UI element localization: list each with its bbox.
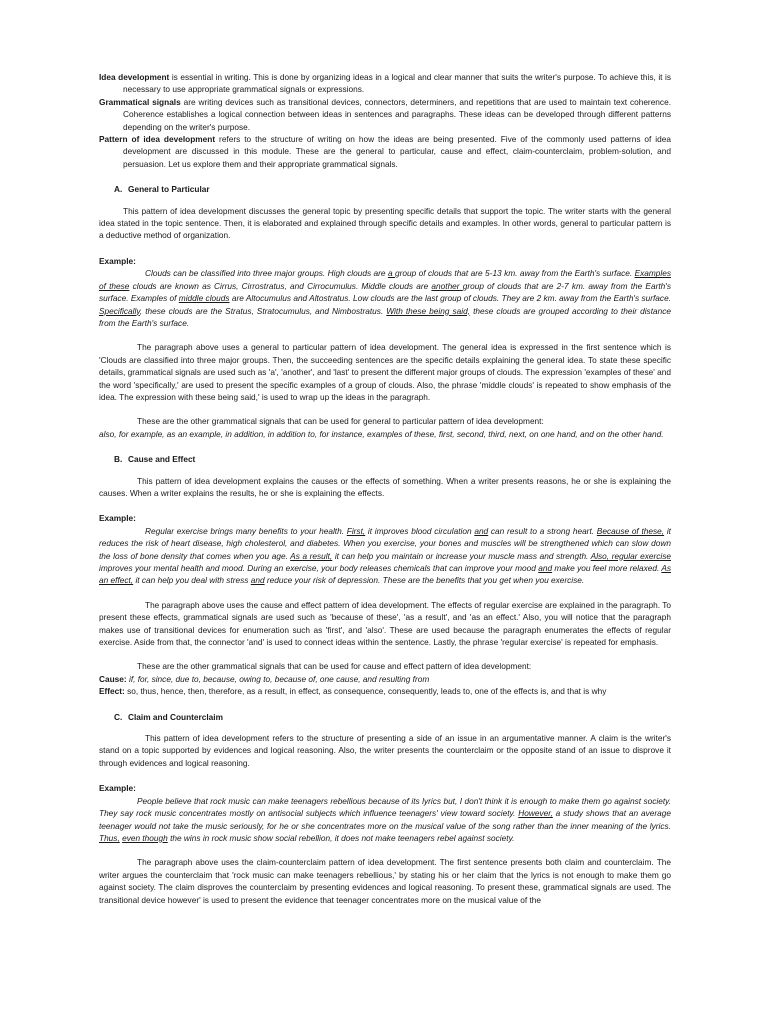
- definition-grammatical-signals: [99, 96, 671, 133]
- signal-word: and: [474, 525, 489, 536]
- example-text: People believe that rock music can make teenagers rebellious because of its lyrics but, I don't think it is enough to make them go against society. They say rock music concentrates mostly on antisocial subjects which influence teenagers' view toward society.: [99, 795, 671, 819]
- term: Grammatical signals: [99, 96, 181, 107]
- example-label: Example:: [99, 513, 136, 524]
- section-b-explanation: The paragraph above uses the cause and effect pattern of idea development. The effects of regular exercise are explained in the paragraph. To present these effects, grammatical signals are used such as 'because of these', 'as a result', and 'as an effect.' Also, you will notice that the paragraph makes use of transitional devices for enumeration such as 'first', and 'also'. These are used because the paragraph enumerates the effects of regular exercise. Aside from that, the connector 'and' is used to connect ideas within the sentence. Lastly, the phrase 'regular exercise' is repeated for emphasis.: [99, 599, 671, 648]
- section-a-signals-intro: These are the other grammatical signals that can be used for general to particular pattern of idea development:: [137, 416, 544, 427]
- signal-word: Also, regular exercise: [590, 550, 671, 561]
- example-text: clouds are known as Cirrus, Cirrostratus, and Cirrocumulus. Middle clouds are: [129, 280, 432, 291]
- example-text: reduce your risk of depression. These are the benefits that you get when you exercise.: [264, 575, 585, 586]
- signal-word: Specifically: [99, 305, 140, 316]
- example-text: Clouds can be classified into three major groups. High clouds are: [145, 268, 388, 279]
- signal-word: However,: [518, 808, 553, 819]
- document-page: [99, 71, 671, 906]
- example-text: group of clouds that are 2-7 km. away from the Earth's surface. Examples of: [99, 280, 671, 304]
- section-a-heading: [99, 183, 671, 195]
- example-text: it improves blood circulation: [365, 525, 475, 536]
- section-a-example: [99, 267, 671, 329]
- signal-word: Examples of these: [99, 268, 671, 291]
- section-c-intro: This pattern of idea development refers to the structure of presenting a side of an issue in an argumentative manner. A claim is the writer's stand on a topic supported by evidences and logical reasoning. Also, the writer presents the counterclaim or the opposite stand of an issue to disprove it through evidences and logical reasoning.: [99, 733, 671, 768]
- signal-word: With these being said,: [386, 305, 471, 316]
- section-b-example: [99, 525, 671, 587]
- example-text: it can help you deal with stress: [133, 575, 251, 586]
- signal-word: even though: [122, 832, 168, 843]
- signal-word: a: [387, 268, 395, 279]
- section-letter: C.: [114, 711, 123, 722]
- signal-word: As an effect,: [99, 563, 671, 586]
- section-a-signals-list: also, for example, as an example, in addition, in addition to, for instance, examples of these, first, second, third, next, on one hand, and on the other hand.: [99, 428, 664, 439]
- example-text: group of clouds that are 5-13 km. away from the Earth's surface.: [395, 268, 635, 279]
- section-c-example: [99, 795, 671, 845]
- effect-list: so, thus, hence, then, therefore, as a result, in effect, as consequence, consequently, leads to, one of the effects is, and that is why: [124, 686, 607, 697]
- definition-idea-development: [99, 71, 671, 96]
- signal-word: As a result,: [290, 550, 333, 561]
- section-c-heading: [99, 711, 671, 723]
- example-text: it reduces the risk of heart disease, high cholesterol, and diabetes. When you exercise, your bones and muscles will be strengthened which can slow down the loss of bone density that comes when you age.: [99, 525, 671, 561]
- definition-text: is essential in writing. This is done by organizing ideas in a logical and clear manner that suits the writer's purpose. To achieve this, it is necessary to use appropriate grammatical signals or expressions.: [123, 72, 671, 95]
- cause-list: if, for, since, due to, because, owing to, because of, one cause, and resulting from: [126, 673, 430, 684]
- example-text: make you feel more relaxed.: [552, 563, 662, 573]
- section-letter: B.: [114, 454, 123, 465]
- example-text: can result to a strong heart.: [488, 525, 597, 536]
- example-text: these clouds are grouped according to their distance from the Earth's surface.: [99, 305, 671, 328]
- signal-word: Because of these,: [596, 525, 665, 536]
- section-a-intro: This pattern of idea development discusses the general topic by presenting specific details that support the topic. The writer starts with the general idea stated in the topic sentence. Then, it is elaborated and explained through specific details and examples. In other words, general to particular pattern is a deductive method of organization.: [99, 205, 671, 241]
- signal-word: First,: [346, 525, 366, 536]
- section-title: General to Particular: [128, 184, 210, 195]
- section-title: Cause and Effect: [128, 454, 196, 465]
- example-text: , these clouds are the Stratus, Stratocumulus, and Nimbostratus.: [139, 305, 387, 316]
- example-text: it can help you maintain or increase your muscle mass and strength.: [332, 550, 591, 561]
- section-b-signals-intro: These are the other grammatical signals that can be used for cause and effect pattern of idea development:: [137, 661, 532, 672]
- signal-word: Thus,: [99, 832, 120, 843]
- section-a-explanation: The paragraph above uses a general to particular pattern of idea development. The general idea is expressed in the first sentence which is 'Clouds are classified into three major groups. Then, the succeeding sentences are the specific details explaining the general idea. To state these specific details, grammatical signals are used such as 'a', 'another', and 'last' to present the different major groups of clouds. The expression 'examples of these' and the word 'specifically,' are used to present the specific examples of a group of clouds. Also, the phrase 'middle clouds' is repeated to show emphasis of the idea. The expression with these being said,' is used to wrap up the ideas in the paragraph.: [99, 342, 671, 402]
- signal-word: another: [431, 280, 463, 291]
- example-text: a study shows that an average teenager would not take the music seriously, for he or she concentrates more on the musical value of the song rather than the inner meaning of the lyrics.: [99, 808, 671, 831]
- example-label: Example:: [99, 783, 136, 794]
- signal-word: middle clouds: [178, 293, 230, 304]
- example-text: are Altocumulus and Altostratus. Low clouds are the last group of clouds. They are 2 km. away from the Earth's surface.: [229, 293, 671, 304]
- signal-word: and: [538, 563, 553, 573]
- definition-pattern-of-idea-development: [99, 133, 671, 170]
- section-letter: A.: [114, 184, 123, 195]
- section-c-explanation: The paragraph above uses the claim-counterclaim pattern of idea development. The first sentence presents both claim and counterclaim. The writer argues the counterclaim that 'rock music can make teenagers rebellious,' by stating his or her claim that the lyrics is not enough to make them go against society. The claim disproves the counterclaim by presenting evidences and logical reasoning. To present these, grammatical signals are used. The transitional device however' is used to present the evidence that teenager concentrates more on the musical value of the: [99, 857, 671, 905]
- definition-text: refers to the structure of writing on how the ideas are being presented. Five of the commonly used patterns of idea development are discussed in this module. These are the general to particular, cause and effect, claim-counterclaim, problem-solution, and persuasion. Let us explore them and their appropriate grammatical signals.: [123, 134, 671, 169]
- example-text: improves your mental health and mood. During an exercise, your body releases chemicals that can improve your mood: [99, 563, 539, 573]
- section-title: Claim and Counterclaim: [128, 711, 223, 722]
- example-text: Regular exercise brings many benefits to your health.: [145, 525, 347, 536]
- definitions: [99, 71, 671, 170]
- definition-text: are writing devices such as transitional devices, connectors, determiners, and repetitions that are used to maintain text coherence. Coherence establishes a logical connection between ideas in sentences and paragraphs. These ideas can be developed through different patterns depending on the writer's purpose.: [123, 96, 671, 132]
- term: Idea development: [99, 72, 170, 82]
- section-b-intro: This pattern of idea development explains the causes or the effects of something. When a writer presents reasons, he or she is explaining the causes. When a writer explains the results, he or she is explaining the effects.: [99, 475, 671, 498]
- effect-label: Effect:: [99, 686, 125, 697]
- section-b-heading: [99, 453, 671, 465]
- section-b-effect-signals: [99, 685, 671, 697]
- signal-word: and: [250, 575, 265, 586]
- section-b-cause-signals: [99, 673, 671, 685]
- example-label: Example:: [99, 255, 136, 266]
- term: Pattern of idea development: [99, 134, 216, 145]
- cause-label: Cause:: [99, 673, 127, 684]
- example-text: the wins in rock music show social rebellion, it does not make teenagers rebel against society.: [167, 832, 515, 843]
